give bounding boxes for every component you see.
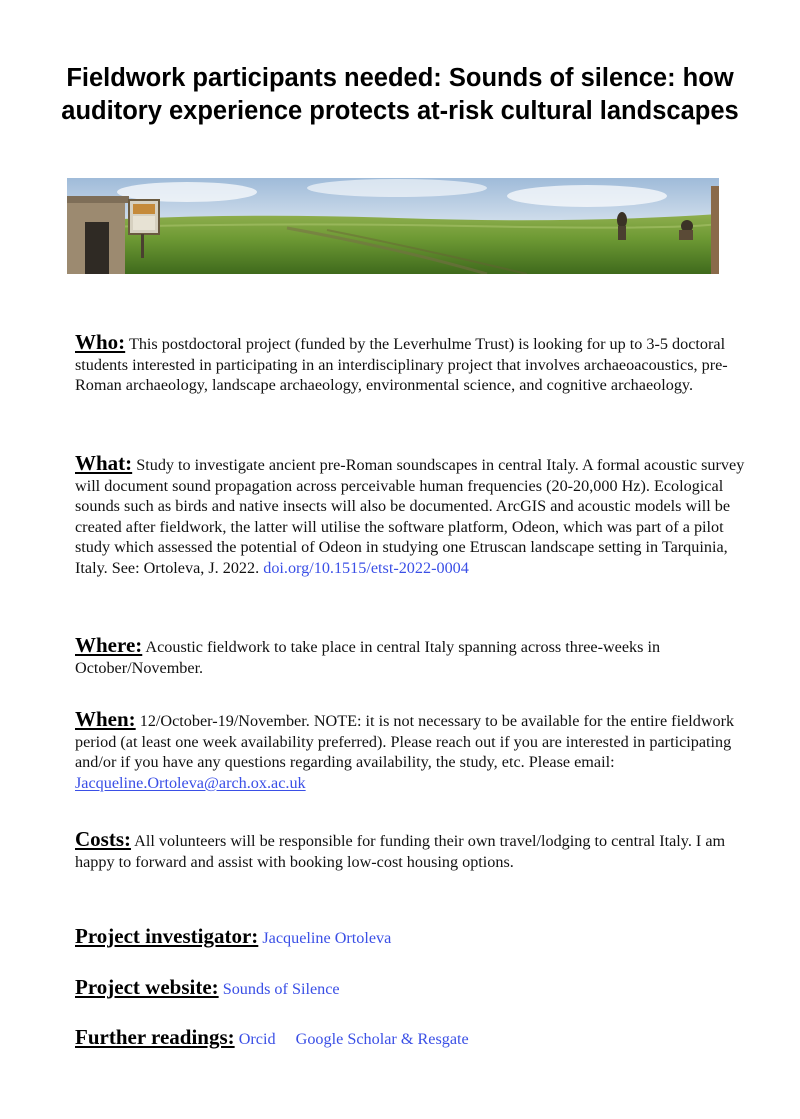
where-text: Acoustic fieldwork to take place in central Italy spanning across three-weeks in October/November.	[75, 638, 661, 677]
page-title	[20, 62, 780, 128]
what-heading: What:	[75, 451, 133, 475]
who-heading: Who:	[75, 330, 126, 354]
website-heading: Project website:	[75, 975, 219, 999]
who-section	[75, 332, 755, 396]
where-section	[75, 635, 755, 678]
when-heading: When:	[75, 707, 136, 731]
costs-section	[75, 829, 755, 872]
doi-link[interactable]: doi.org/10.1515/etst-2022-0004	[263, 558, 469, 577]
title-line-2: auditory experience protects at-risk cultural landscapes	[61, 97, 739, 125]
costs-text: All volunteers will be responsible for funding their own travel/lodging to central Italy. I am happy to forward and assist with booking low-cost housing options.	[75, 832, 726, 871]
who-text: This postdoctoral project (funded by the Leverhulme Trust) is looking for up to 3-5 doctoral students interested in participating in an interdisciplinary project that involves archaeoacoustics, pre-Roman archaeology, landscape archaeology, environmental science, and cognitive archaeology.	[75, 335, 728, 394]
title-line-1: Fieldwork participants needed: Sounds of silence: how	[66, 64, 734, 92]
scholar-link[interactable]: Google Scholar & Resgate	[295, 1030, 469, 1048]
website-section	[75, 977, 755, 1000]
what-text: Study to investigate ancient pre-Roman soundscapes in central Italy. A formal acoustic survey will document sound propagation across perceivable human frequencies (20-20,000 Hz). Ecological sounds such as birds and native insects will also be documented. ArcGIS and acoustic models will be created after fieldwork, the latter will utilise the software platform, Odeon, which was part of a pilot study which assessed the potential of Odeon in studying one Etruscan landscape setting in Tarquinia, Italy. See: Ortoleva, J. 2022.	[75, 456, 745, 577]
landscape-photo	[67, 178, 719, 274]
orcid-link[interactable]: Orcid	[238, 1030, 276, 1048]
investigator-section	[75, 926, 755, 949]
when-section	[75, 709, 755, 793]
what-section	[75, 453, 755, 578]
readings-heading: Further readings:	[75, 1025, 235, 1049]
when-text: 12/October-19/November. NOTE: it is not necessary to be available for the entire fieldwork period (at least one week availability preferred). Please reach out if you are interested in participating and/or if you have any questions regarding availability, the study, etc. Please email:	[75, 712, 735, 771]
website-link[interactable]: Sounds of Silence	[222, 980, 340, 998]
investigator-link[interactable]: Jacqueline Ortoleva	[262, 929, 392, 947]
investigator-heading: Project investigator:	[75, 924, 259, 948]
where-heading: Where:	[75, 633, 143, 657]
email-link[interactable]: Jacqueline.Ortoleva@arch.ox.ac.uk	[75, 773, 306, 792]
costs-heading: Costs:	[75, 827, 131, 851]
readings-section	[75, 1027, 755, 1050]
